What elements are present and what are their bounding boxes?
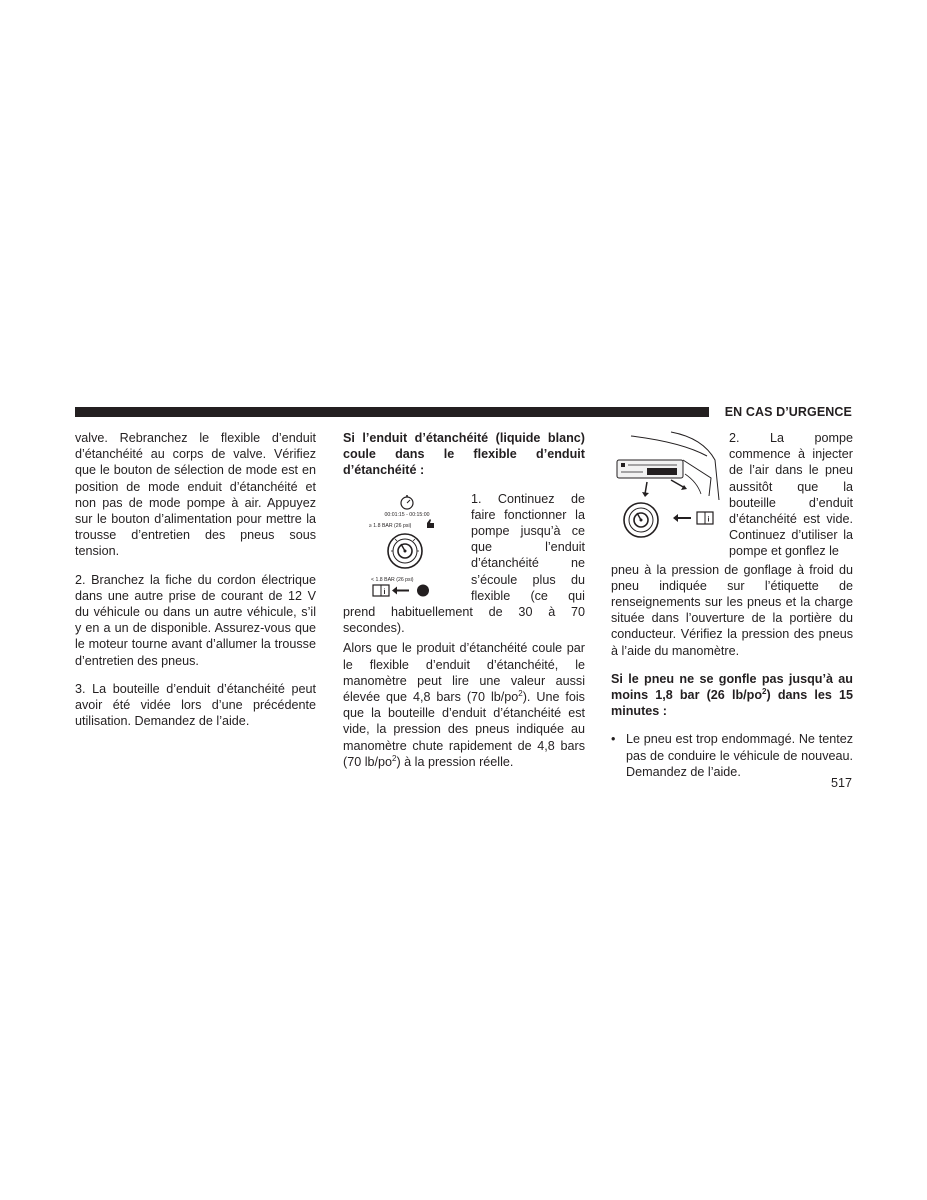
stopwatch-icon [401,495,413,509]
bullet-item [611,731,853,780]
column-1 [75,430,316,741]
no-inflate-heading-a: Si le pneu ne se gonfle pas jusqu’à au moins 1,8 bar (26 lb/po [611,671,853,703]
paragraph-valve: valve. Rebranchez le flexible d’enduit d’étanchéité au corps de valve. Vérifiez que le bouton de sélection de mode est en position de mode enduit d’étanchéité et non pas de mode pompe à air. Appuyez sur le bouton d’alimentation pour mettre la trousse d’entretien des pneus sous tension. [75,431,316,559]
column-2 [343,430,585,782]
gauge-paragraph-sup-2: 2 [392,753,397,763]
pressure-low-label: < 1.8 BAR (26 psi) [371,576,414,583]
pressure-gauge-icon [388,534,422,568]
bullet-text: Le pneu est trop endommagé. Ne tentez pas de conduire le véhicule de nouveau. Demandez de l’aide. [626,732,853,779]
no-inflate-heading [611,671,853,720]
section-title: EN CAS D’URGENCE [724,405,852,419]
column-3 [611,430,853,780]
no-inflate-heading-sup: 2 [762,686,767,696]
step-1-block [343,491,585,637]
gauge-paragraph-b: ). Une fois que la bouteille d’enduit d’étanchéité est vide, la pression des pneus indiquée au manomètre chute rapidement de 4,8 bars (70 lb/po [343,690,585,769]
gauge-paragraph-c: ) à la pression réelle. [396,754,514,769]
step-2-text: 2. La pompe commence à injecter de l’air dans le pneu aussitôt que la bouteille d’enduit d’étanchéité est vide. Continuez d’utiliser la pompe et gonflez le [729,431,853,559]
sealant-heading: Si l’enduit d’étanchéité (liquide blanc) coule dans le flexible d’enduit d’étanchéité : [343,431,585,478]
gauge-instruction-figure [351,493,461,599]
door-label-figure [611,430,723,543]
manual-book-icon [697,512,713,524]
gauge-paragraph [343,640,585,770]
gauge-paragraph-sup-1: 2 [518,688,523,698]
thumbs-up-icon [427,519,434,528]
page-number: 517 [830,776,852,790]
arrow-left-icon [392,586,409,594]
arrow-to-door-icon [671,480,687,490]
pressure-gauge-icon [624,503,658,537]
section-rule [75,407,709,417]
inflation-paragraph: pneu à la pression de gonflage à froid du pneu indiquée sur l’étiquette de renseignements sur les pneus et la charge située dans l’ouverture de la portière du conducteur. Vérifiez la pression des pneus à l’aide du manomètre. [611,562,853,658]
paragraph-step-2: 2. Branchez la fiche du cordon électrique dans une autre prise de courant de 12 V du véhicule ou dans un autre véhicule, s’il y en a un de disponible. Assurez-vous que le moteur tourne avant d’allumer la trousse d’entretien des pneus. [75,572,316,668]
step-2-block [611,430,853,560]
no-inflate-heading-b: ) dans les 15 minutes : [611,688,853,719]
bullet-symbol: • [611,732,616,747]
stop-dot-icon [417,584,429,596]
manual-book-icon [373,585,389,596]
paragraph-step-3: 3. La bouteille d’enduit d’étanchéité peut avoir été vidée lors d’une précédente utilisation. Demandez de l’aide. [75,681,316,729]
svg-text:i: i [383,588,386,596]
arrow-left-icon [673,514,691,522]
arrow-down-icon [642,482,649,497]
step-1-text: 1. Continuez de faire fonctionner la pompe jusqu’à ce que l’enduit d’étanchéité ne s’écoule plus du flexible (ce qui prend habituellement de 30 à 70 secondes). [343,491,585,636]
pressure-ok-label: ≥ 1.8 BAR (26 psi) [369,522,412,529]
time-label: 00:01:15 - 00:15:00 [384,511,430,518]
tire-info-label-icon [617,460,683,478]
svg-text:i: i [707,516,710,524]
gauge-paragraph-a: Alors que le produit d’étanchéité coule par le flexible d’enduit d’étanchéité, le manomètre peut lire une valeur aussi élevée que 4,8 bars (70 lb/po [343,641,585,705]
